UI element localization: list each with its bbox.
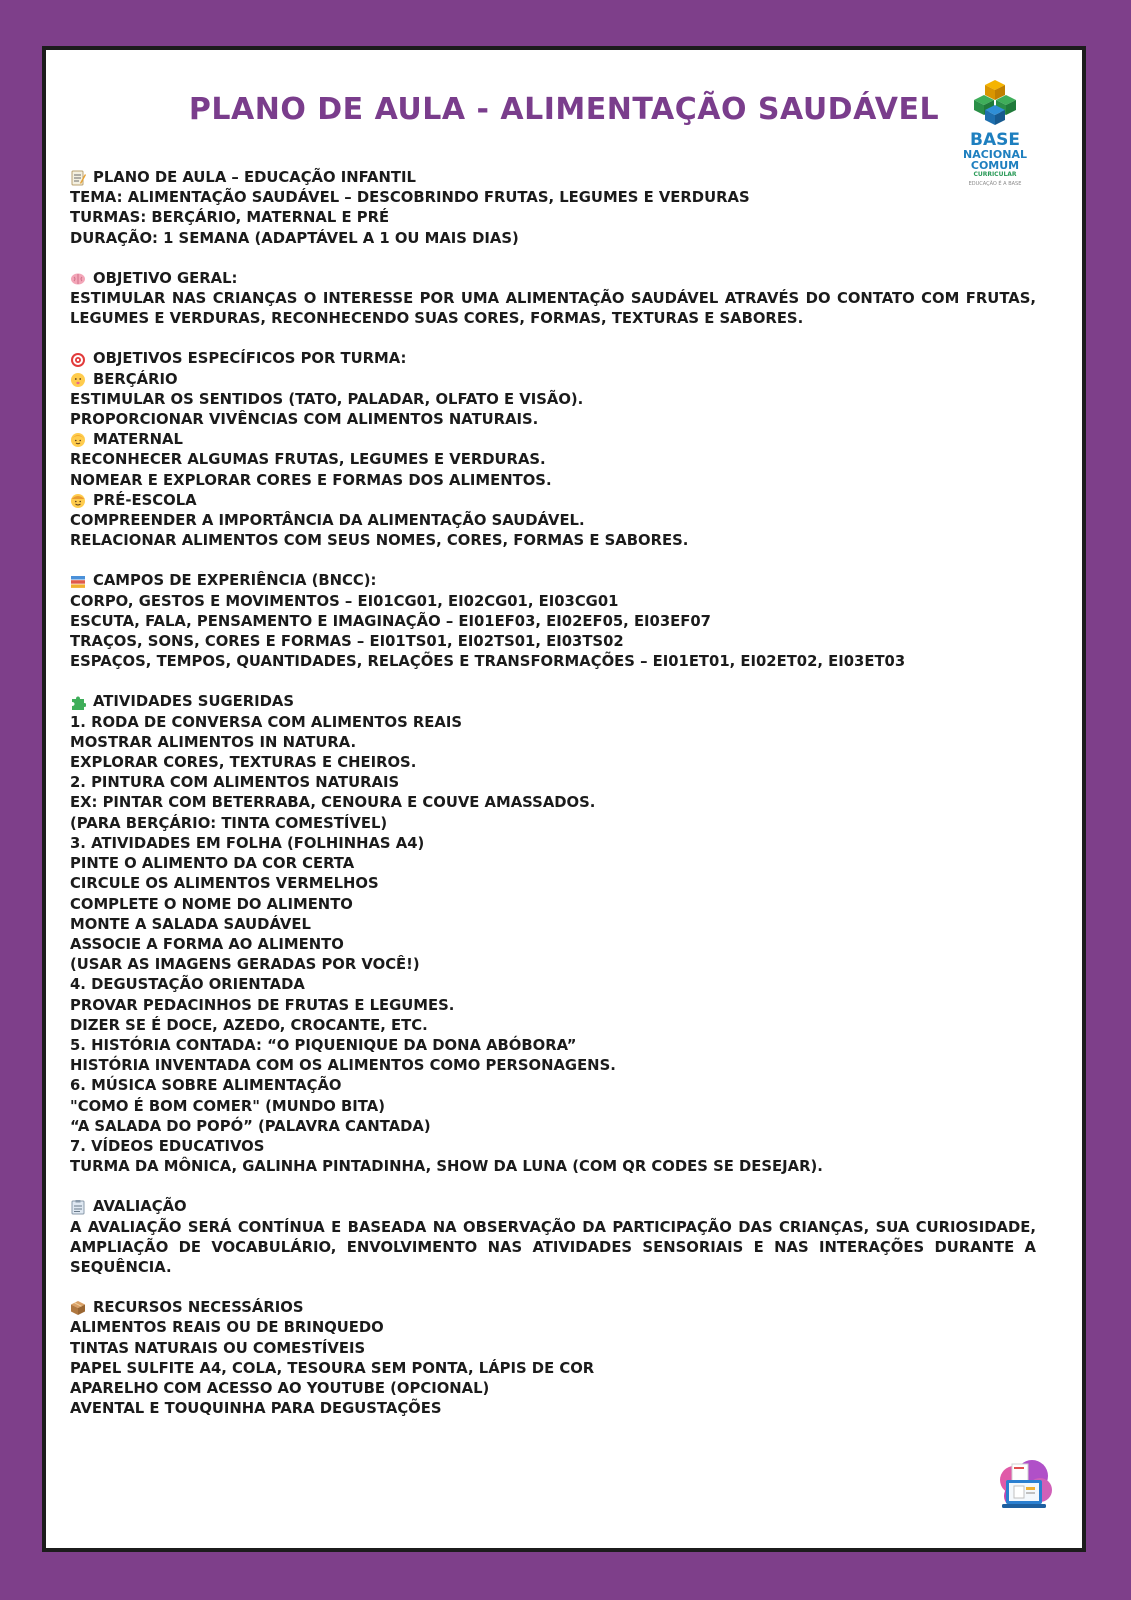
activity-line: “A SALADA DO POPÓ” (PALAVRA CANTADA) xyxy=(70,1117,431,1135)
activity-line: HISTÓRIA INVENTADA COM OS ALIMENTOS COMO PERSONAGENS. xyxy=(70,1057,616,1075)
plan-theme: TEMA: ALIMENTAÇÃO SAUDÁVEL – DESCOBRINDO FRUTAS, LEGUMES E VERDURAS xyxy=(70,189,750,207)
activity-line: 2. PINTURA COM ALIMENTOS NATURAIS xyxy=(70,774,400,792)
specific-objectives-heading-text: OBJETIVOS ESPECÍFICOS POR TURMA: xyxy=(93,350,407,368)
activity-line: PINTE O ALIMENTO DA COR CERTA xyxy=(70,855,355,873)
pre-escola-line: RELACIONAR ALIMENTOS COM SEUS NOMES, CORES, FORMAS E SABORES. xyxy=(70,532,689,550)
child-icon xyxy=(70,432,86,448)
laptop-documents-icon xyxy=(992,1456,1056,1518)
activity-line: EX: PINTAR COM BETERRABA, CENOURA E COUVE AMASSADOS. xyxy=(70,794,596,812)
logo-line-base: BASE xyxy=(970,130,1020,150)
activity-line: 4. DEGUSTAÇÃO ORIENTADA xyxy=(70,976,305,994)
logo-line-nacional: NACIONAL xyxy=(963,148,1027,161)
page-title: PLANO DE AULA - ALIMENTAÇÃO SAUDÁVEL xyxy=(188,92,940,127)
activity-line: TURMA DA MÔNICA, GALINHA PINTADINHA, SHOW DA LUNA (COM QR CODES SE DESEJAR). xyxy=(70,1158,823,1176)
activity-line: 5. HISTÓRIA CONTADA: “O PIQUENIQUE DA DONA ABÓBORA” xyxy=(70,1036,577,1054)
activity-line: 3. ATIVIDADES EM FOLHA (FOLHINHAS A4) xyxy=(70,834,425,852)
plan-header-section xyxy=(70,168,1036,249)
experience-fields-heading xyxy=(70,571,1036,591)
experience-field-line: CORPO, GESTOS E MOVIMENTOS – EI01CG01, EI02CG01, EI03CG01 xyxy=(70,592,619,610)
resource-line: ALIMENTOS REAIS OU DE BRINQUEDO xyxy=(70,1319,384,1337)
group-bercario-title: BERÇÁRIO xyxy=(93,370,178,388)
plan-duration: DURAÇÃO: 1 SEMANA (ADAPTÁVEL A 1 OU MAIS DIAS) xyxy=(70,229,519,247)
experience-field-line: TRAÇOS, SONS, CORES E FORMAS – EI01TS01, EI02TS01, EI03TS02 xyxy=(70,633,624,651)
resources-heading-text: RECURSOS NECESSÁRIOS xyxy=(93,1299,304,1317)
document-sheet xyxy=(46,50,1082,1548)
resources-section xyxy=(70,1298,1036,1419)
logo-line-curricular: CURRICULAR xyxy=(973,171,1017,178)
general-objective-heading-text: OBJETIVO GERAL: xyxy=(93,269,238,287)
maternal-line: NOMEAR E EXPLORAR CORES E FORMAS DOS ALIMENTOS. xyxy=(70,471,552,489)
logo-tagline: EDUCAÇÃO É A BASE xyxy=(968,181,1022,187)
evaluation-section xyxy=(70,1197,1036,1278)
memo-icon xyxy=(70,170,86,186)
plan-heading xyxy=(70,168,1036,188)
baby-icon xyxy=(70,372,86,388)
group-maternal-title: MATERNAL xyxy=(93,431,183,449)
activity-line: 6. MÚSICA SOBRE ALIMENTAÇÃO xyxy=(70,1077,342,1095)
group-pre-escola xyxy=(70,491,1036,511)
activities-heading-text: ATIVIDADES SUGERIDAS xyxy=(93,693,295,711)
general-objective-heading xyxy=(70,269,1036,289)
general-objective-text: ESTIMULAR NAS CRIANÇAS O INTERESSE POR UMA ALIMENTAÇÃO SAUDÁVEL ATRAVÉS DO CONTATO COM FRUTAS, LEGUMES E VERDURAS, RECONHECENDO SUAS CORES, FORMAS, TEXTURAS E SABORES. xyxy=(70,290,1036,328)
kid-icon xyxy=(70,493,86,509)
resources-heading xyxy=(70,1298,1036,1318)
target-icon xyxy=(70,352,86,368)
activity-line: COMPLETE O NOME DO ALIMENTO xyxy=(70,895,353,913)
activity-line: ASSOCIE A FORMA AO ALIMENTO xyxy=(70,935,344,953)
package-icon xyxy=(70,1300,86,1316)
general-objective-section xyxy=(70,269,1036,330)
puzzle-icon xyxy=(70,695,86,711)
bncc-cubes-icon xyxy=(960,78,1030,126)
activities-heading xyxy=(70,692,1036,712)
activity-line: "COMO É BOM COMER" (MUNDO BITA) xyxy=(70,1097,385,1115)
bercario-line: PROPORCIONAR VIVÊNCIAS COM ALIMENTOS NATURAIS. xyxy=(70,411,539,429)
activity-line: (PARA BERÇÁRIO: TINTA COMESTÍVEL) xyxy=(70,814,388,832)
activity-line: CIRCULE OS ALIMENTOS VERMELHOS xyxy=(70,875,379,893)
experience-fields-section xyxy=(70,571,1036,672)
activity-line: 1. RODA DE CONVERSA COM ALIMENTOS REAIS xyxy=(70,713,463,731)
page-frame xyxy=(42,46,1086,1552)
lesson-plan-content xyxy=(70,168,1036,1439)
pre-escola-line: COMPREENDER A IMPORTÂNCIA DA ALIMENTAÇÃO SAUDÁVEL. xyxy=(70,512,585,530)
evaluation-text: A AVALIAÇÃO SERÁ CONTÍNUA E BASEADA NA OBSERVAÇÃO DA PARTICIPAÇÃO DAS CRIANÇAS, SUA CURIOSIDADE, AMPLIAÇÃO DE VOCABULÁRIO, ENVOLVIMENTO NAS ATIVIDADES SENSORIAIS E NAS INTERAÇÕES DURANTE A SEQUÊNCIA. xyxy=(70,1218,1036,1276)
evaluation-heading-text: AVALIAÇÃO xyxy=(93,1198,187,1216)
activity-line: DIZER SE É DOCE, AZEDO, CROCANTE, ETC. xyxy=(70,1016,428,1034)
brain-icon xyxy=(70,271,86,287)
experience-field-line: ESPAÇOS, TEMPOS, QUANTIDADES, RELAÇÕES E TRANSFORMAÇÕES – EI01ET01, EI02ET02, EI03ET03 xyxy=(70,653,906,671)
experience-field-line: ESCUTA, FALA, PENSAMENTO E IMAGINAÇÃO – EI01EF03, EI02EF05, EI03EF07 xyxy=(70,612,711,630)
group-pre-escola-title: PRÉ-ESCOLA xyxy=(93,491,197,509)
group-bercario xyxy=(70,370,1036,390)
activity-line: MONTE A SALADA SAUDÁVEL xyxy=(70,915,311,933)
resource-line: TINTAS NATURAIS OU COMESTÍVEIS xyxy=(70,1339,366,1357)
resource-line: APARELHO COM ACESSO AO YOUTUBE (OPCIONAL) xyxy=(70,1379,490,1397)
specific-objectives-heading xyxy=(70,349,1036,369)
books-icon xyxy=(70,574,86,590)
plan-classes: TURMAS: BERÇÁRIO, MATERNAL E PRÉ xyxy=(70,209,390,227)
bercario-line: ESTIMULAR OS SENTIDOS (TATO, PALADAR, OLFATO E VISÃO). xyxy=(70,390,584,408)
activity-line: EXPLORAR CORES, TEXTURAS E CHEIROS. xyxy=(70,754,417,772)
experience-fields-heading-text: CAMPOS DE EXPERIÊNCIA (BNCC): xyxy=(93,572,377,590)
group-maternal xyxy=(70,430,1036,450)
plan-heading-text: PLANO DE AULA – EDUCAÇÃO INFANTIL xyxy=(93,169,416,186)
resource-line: AVENTAL E TOUQUINHA PARA DEGUSTAÇÕES xyxy=(70,1400,442,1418)
logo-line-comum: COMUM xyxy=(970,159,1020,172)
specific-objectives-section xyxy=(70,349,1036,551)
activity-line: (USAR AS IMAGENS GERADAS POR VOCÊ!) xyxy=(70,956,420,974)
activities-section xyxy=(70,692,1036,1177)
maternal-line: RECONHECER ALGUMAS FRUTAS, LEGUMES E VERDURAS. xyxy=(70,451,546,469)
clipboard-icon xyxy=(70,1199,86,1215)
activity-line: PROVAR PEDACINHOS DE FRUTAS E LEGUMES. xyxy=(70,996,455,1014)
evaluation-heading xyxy=(70,1197,1036,1217)
resource-line: PAPEL SULFITE A4, COLA, TESOURA SEM PONTA, LÁPIS DE COR xyxy=(70,1359,595,1377)
activity-line: MOSTRAR ALIMENTOS IN NATURA. xyxy=(70,733,357,751)
activity-line: 7. VÍDEOS EDUCATIVOS xyxy=(70,1137,265,1155)
